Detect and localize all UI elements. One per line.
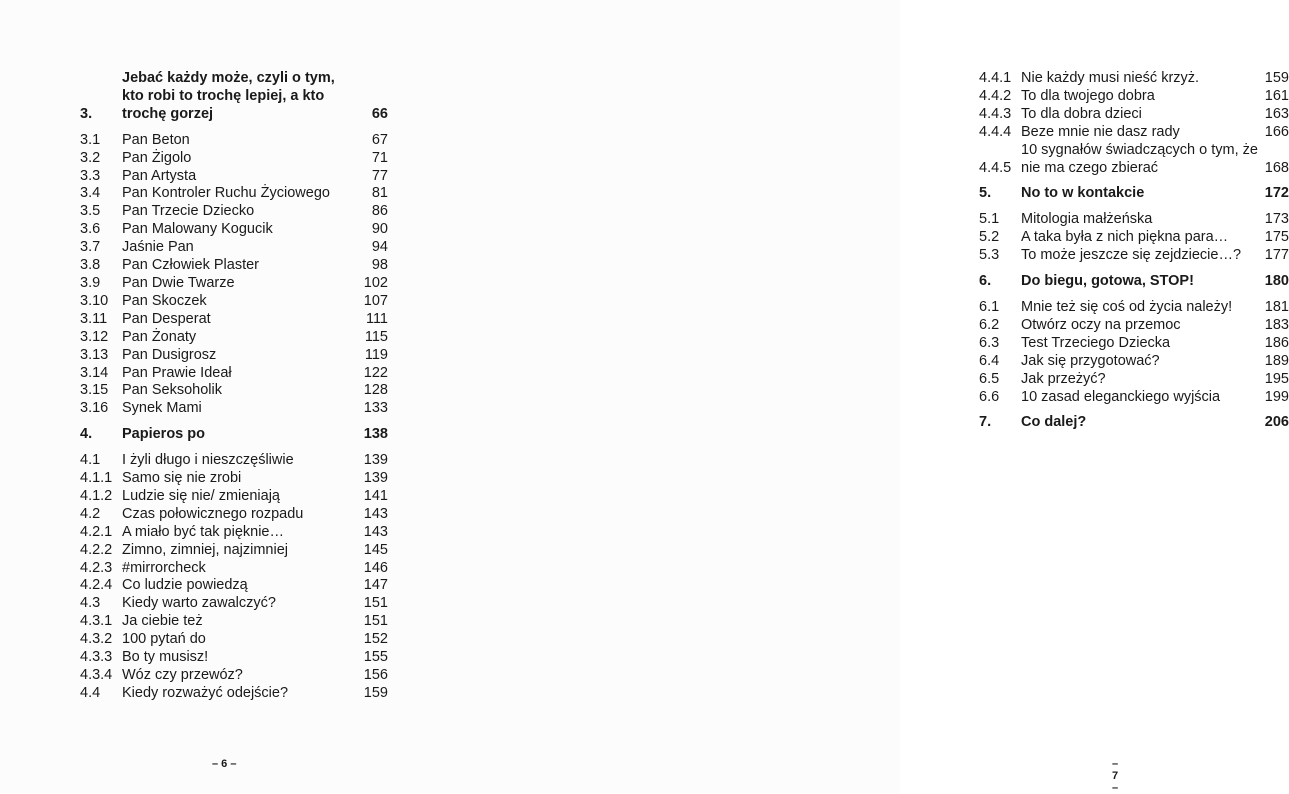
toc-chapter-entry xyxy=(979,273,1289,291)
right-page xyxy=(450,0,1289,794)
toc-entry-page: 151 xyxy=(363,595,388,612)
toc-entry-title: Co dalej? xyxy=(1021,414,1087,431)
toc-entry-number: 4.3.2 xyxy=(80,631,113,648)
toc-entry-page: 86 xyxy=(371,203,388,220)
toc-entry-title: Kiedy warto zawalczyć? xyxy=(122,595,276,612)
toc-entry-title: To dla twojego dobra xyxy=(1021,87,1155,104)
toc-entry-number: 4.3.3 xyxy=(80,649,113,666)
toc-entry-title: Pan Żigolo xyxy=(122,149,192,166)
toc-entry xyxy=(80,239,388,257)
toc-entry xyxy=(80,577,388,595)
toc-entry xyxy=(80,257,388,275)
toc-entry-title: Wóz czy przewóz? xyxy=(122,667,243,683)
toc-entry-title: Pan Malowany Kogucik xyxy=(122,221,273,238)
toc-entry-title: Pan Dusigrosz xyxy=(122,346,217,363)
page-number: – 7 – xyxy=(1112,758,1119,794)
toc-entry-title: Pan Żonaty xyxy=(122,328,197,345)
toc-chapter-entry xyxy=(979,185,1289,203)
toc-entry-page: 168 xyxy=(1264,159,1289,176)
toc-entry-number: 3.9 xyxy=(80,274,101,291)
toc-entry-page: 156 xyxy=(363,667,388,683)
toc-entry-page: 98 xyxy=(371,257,388,274)
toc-entry xyxy=(80,506,388,524)
toc-entry-number: 4.3.4 xyxy=(80,667,113,683)
toc-entry-page: 122 xyxy=(363,364,388,381)
toc-entry-number: 4.2.4 xyxy=(80,577,113,594)
toc-entry-page: 111 xyxy=(365,310,388,327)
toc-entry-title: Mnie też się coś od życia należy! xyxy=(1021,298,1233,315)
toc-entry-number: 4.4.4 xyxy=(979,123,1012,140)
toc-entry-page: 138 xyxy=(363,426,388,443)
toc-entry-title: To dla dobra dzieci xyxy=(1021,105,1142,122)
toc-entry-title: Pan Beton xyxy=(122,131,190,148)
page-number: – 6 – xyxy=(212,758,237,770)
toc-entry-number: 6.1 xyxy=(979,298,1000,315)
toc-entry xyxy=(979,389,1289,407)
toc-entry xyxy=(80,542,388,560)
toc-entry-page: 67 xyxy=(371,131,388,148)
toc-entry-title: Pan Człowiek Plaster xyxy=(122,257,259,274)
toc-entry-number: 4.4.5 xyxy=(979,159,1012,176)
toc-entry-title: Ja ciebie też xyxy=(122,613,203,630)
toc-entry xyxy=(80,293,388,311)
toc-entry-page: 147 xyxy=(363,577,388,594)
toc-entry-title: Ludzie się nie/ zmieniają xyxy=(122,487,280,504)
toc-entry-title: Pan Seksoholik xyxy=(122,382,222,399)
toc-entry-number: 4.4.3 xyxy=(979,105,1012,122)
toc-entry-page: 143 xyxy=(363,523,388,540)
toc-entry-page: 186 xyxy=(1264,334,1289,351)
toc-entry-number: 3.13 xyxy=(80,346,109,363)
toc-entry xyxy=(80,400,388,418)
toc-entry xyxy=(80,452,388,470)
toc-entry-number: 6. xyxy=(979,273,992,290)
toc-entry-number: 6.2 xyxy=(979,316,1000,333)
toc-entry-page: 189 xyxy=(1264,352,1289,369)
toc-entry xyxy=(80,347,388,365)
toc-entry-title: Test Trzeciego Dziecka xyxy=(1021,334,1171,351)
toc-entry-page: 183 xyxy=(1264,316,1289,333)
toc-entry-number: 4.3.1 xyxy=(80,613,113,630)
toc-entry-page: 90 xyxy=(371,221,388,238)
toc-entry-number: 4.2 xyxy=(80,505,101,522)
toc-entry xyxy=(80,168,388,186)
toc-entry-number: 4.4.1 xyxy=(979,70,1012,86)
toc-entry-number: 3.7 xyxy=(80,239,101,256)
toc-entry xyxy=(979,70,1289,88)
toc-entry-number: 3.6 xyxy=(80,221,101,238)
toc-chapter-entry xyxy=(80,426,388,444)
toc-chapter-entry xyxy=(80,70,388,124)
toc-entry xyxy=(80,649,388,667)
toc-entry-number: 4.4 xyxy=(80,684,101,701)
toc-entry-page: 159 xyxy=(363,684,388,701)
toc-entry-page: 177 xyxy=(1264,247,1289,264)
toc-entry xyxy=(80,470,388,488)
toc-entry-title: Nie każdy musi nieść krzyż. xyxy=(1021,70,1200,86)
toc-entry-title: To może jeszcze się zejdziecie…? xyxy=(1021,247,1242,264)
toc-entry-page: 107 xyxy=(363,292,388,309)
toc-entry-title: Jebać każdy może, czyli o tym, kto robi to trochę lepiej, a kto trochę gorzej xyxy=(122,70,335,122)
toc-entry-number: 6.3 xyxy=(979,334,1000,351)
toc-entry-page: 81 xyxy=(371,185,388,202)
toc-entry-title: Do biegu, gotowa, STOP! xyxy=(1021,273,1194,290)
toc-entry-page: 128 xyxy=(363,382,388,399)
toc-entry-number: 3.4 xyxy=(80,185,101,202)
toc-entry xyxy=(80,613,388,631)
toc-entry xyxy=(979,142,1289,178)
toc-entry-number: 3.14 xyxy=(80,364,109,381)
toc-entry-page: 163 xyxy=(1264,105,1289,122)
toc-entry-number: 3.15 xyxy=(80,382,109,399)
toc-entry xyxy=(979,353,1289,371)
toc-entry-page: 155 xyxy=(363,649,388,666)
toc-entry-title: Samo się nie zrobi xyxy=(122,470,242,487)
toc-entry-page: 151 xyxy=(363,613,388,630)
toc-entry-number: 4.2.1 xyxy=(80,523,113,540)
toc-entry-number: 3.1 xyxy=(80,131,101,148)
toc-chapter-entry xyxy=(979,414,1289,432)
toc-entry-page: 173 xyxy=(1264,211,1289,228)
toc-entry-title: Pan Trzecie Dziecko xyxy=(122,203,255,220)
toc-entry xyxy=(979,335,1289,353)
toc-entry xyxy=(80,667,388,685)
toc-entry-number: 3.3 xyxy=(80,167,101,184)
toc-entry xyxy=(80,311,388,329)
toc-entry-title: Pan Dwie Twarze xyxy=(122,274,235,291)
toc-entry-number: 3.10 xyxy=(80,292,109,309)
toc-entry-title: Co ludzie powiedzą xyxy=(122,577,248,594)
toc-entry-title: Kiedy rozważyć odejście? xyxy=(122,684,289,701)
toc-entry-number: 3.2 xyxy=(80,149,101,166)
toc-entry xyxy=(80,329,388,347)
toc-entry-page: 94 xyxy=(371,239,388,256)
toc-entry xyxy=(979,229,1289,247)
toc-entry-title: Czas połowicznego rozpadu xyxy=(122,505,304,522)
toc-entry-page: 206 xyxy=(1264,414,1289,431)
toc-entry-title: A taka była z nich piękna para… xyxy=(1021,229,1229,246)
toc-entry-title: Pan Skoczek xyxy=(122,292,207,309)
toc-entry-title: 10 zasad eleganckiego wyjścia xyxy=(1021,388,1221,405)
toc-entry-number: 7. xyxy=(979,414,992,431)
toc-entry xyxy=(979,211,1289,229)
toc-entry-number: 4. xyxy=(80,426,93,443)
toc-entry xyxy=(80,560,388,578)
toc-entry-number: 3.12 xyxy=(80,328,109,345)
toc-entry xyxy=(979,317,1289,335)
toc-entry-title: Mitologia małżeńska xyxy=(1021,211,1153,228)
toc-entry-page: 77 xyxy=(371,167,388,184)
toc-entry-title: Bo ty musisz! xyxy=(122,649,209,666)
toc-entry xyxy=(80,595,388,613)
toc-entry-number: 3. xyxy=(80,105,93,122)
toc-entry-number: 4.3 xyxy=(80,595,101,612)
toc-entry xyxy=(80,685,388,703)
toc-entry-title: Pan Desperat xyxy=(122,310,211,327)
toc-entry-title: Papieros po xyxy=(122,426,205,443)
toc-entry xyxy=(80,132,388,150)
toc-entry xyxy=(979,299,1289,317)
toc-entry-number: 4.1 xyxy=(80,452,101,469)
toc-entry-number: 5.3 xyxy=(979,247,1000,264)
toc-entry xyxy=(80,382,388,400)
toc-entry-page: 139 xyxy=(363,470,388,487)
toc-entry-number: 4.2.3 xyxy=(80,559,113,576)
toc-entry-title: 100 pytań do xyxy=(122,631,206,648)
toc-entry-page: 199 xyxy=(1264,388,1289,405)
toc-entry-title: 10 sygnałów świadczących o tym, że nie ma czego zbierać xyxy=(1021,141,1258,176)
toc-entry-title: Jak przeżyć? xyxy=(1021,370,1106,387)
toc-entry-title: Pan Kontroler Ruchu Życiowego xyxy=(122,185,330,202)
toc-entry-page: 161 xyxy=(1264,87,1289,104)
toc-entry-number: 5.2 xyxy=(979,229,1000,246)
toc-entry-title: No to w kontakcie xyxy=(1021,185,1145,202)
toc-entry xyxy=(80,524,388,542)
table-of-contents-left xyxy=(80,70,388,703)
toc-entry-page: 141 xyxy=(363,487,388,504)
toc-entry-title: Zimno, zimniej, najzimniej xyxy=(122,541,288,558)
toc-entry-number: 4.1.2 xyxy=(80,487,113,504)
toc-entry-title: A miało być tak pięknie… xyxy=(122,523,284,540)
toc-entry-title: Otwórz oczy na przemoc xyxy=(1021,316,1181,333)
toc-entry xyxy=(80,185,388,203)
toc-entry-page: 175 xyxy=(1264,229,1289,246)
toc-entry-number: 3.11 xyxy=(80,310,108,327)
toc-entry-page: 159 xyxy=(1264,70,1289,86)
toc-entry-page: 139 xyxy=(363,452,388,469)
toc-entry xyxy=(80,221,388,239)
toc-entry-page: 66 xyxy=(371,105,388,122)
toc-entry-number: 6.5 xyxy=(979,370,1000,387)
toc-entry xyxy=(80,275,388,293)
toc-entry xyxy=(80,150,388,168)
toc-entry-number: 4.4.2 xyxy=(979,87,1012,104)
toc-entry-page: 146 xyxy=(363,559,388,576)
toc-entry-number: 5.1 xyxy=(979,211,1000,228)
toc-entry-number: 4.1.1 xyxy=(80,470,113,487)
toc-entry-page: 181 xyxy=(1264,298,1289,315)
toc-entry-title: Pan Prawie Ideał xyxy=(122,364,232,381)
toc-entry-number: 3.16 xyxy=(80,400,109,417)
toc-entry xyxy=(979,88,1289,106)
toc-entry xyxy=(979,106,1289,124)
toc-entry-title: Beze mnie nie dasz rady xyxy=(1021,123,1180,140)
toc-entry-number: 5. xyxy=(979,185,992,202)
toc-entry-page: 180 xyxy=(1264,273,1289,290)
toc-entry-page: 71 xyxy=(371,149,388,166)
toc-entry-number: 6.6 xyxy=(979,388,1000,405)
toc-entry xyxy=(80,365,388,383)
toc-entry-page: 166 xyxy=(1264,123,1289,140)
toc-entry-number: 4.2.2 xyxy=(80,541,113,558)
toc-entry-page: 195 xyxy=(1264,370,1289,387)
toc-entry-page: 115 xyxy=(364,328,388,345)
toc-entry-page: 133 xyxy=(363,400,388,417)
toc-entry-title: I żyli długo i nieszczęśliwie xyxy=(122,452,294,469)
toc-entry-title: Jak się przygotować? xyxy=(1021,352,1160,369)
toc-entry xyxy=(80,203,388,221)
toc-entry-title: #mirrorcheck xyxy=(122,559,206,576)
toc-entry-page: 102 xyxy=(363,274,388,291)
toc-entry xyxy=(979,371,1289,389)
toc-entry-number: 6.4 xyxy=(979,352,1000,369)
toc-entry-page: 172 xyxy=(1264,185,1289,202)
toc-entry-page: 119 xyxy=(364,346,388,363)
toc-entry xyxy=(979,124,1289,142)
toc-entry xyxy=(979,247,1289,265)
toc-entry xyxy=(80,488,388,506)
toc-entry-title: Jaśnie Pan xyxy=(122,239,194,256)
toc-entry xyxy=(80,631,388,649)
left-page xyxy=(0,0,451,793)
toc-entry-page: 143 xyxy=(363,505,388,522)
toc-entry-number: 3.5 xyxy=(80,203,101,220)
toc-entry-page: 152 xyxy=(363,631,388,648)
toc-entry-number: 3.8 xyxy=(80,257,101,274)
table-of-contents-right xyxy=(979,70,1289,440)
toc-entry-title: Synek Mami xyxy=(122,400,202,417)
toc-entry-page: 145 xyxy=(363,541,388,558)
toc-entry-title: Pan Artysta xyxy=(122,167,197,184)
